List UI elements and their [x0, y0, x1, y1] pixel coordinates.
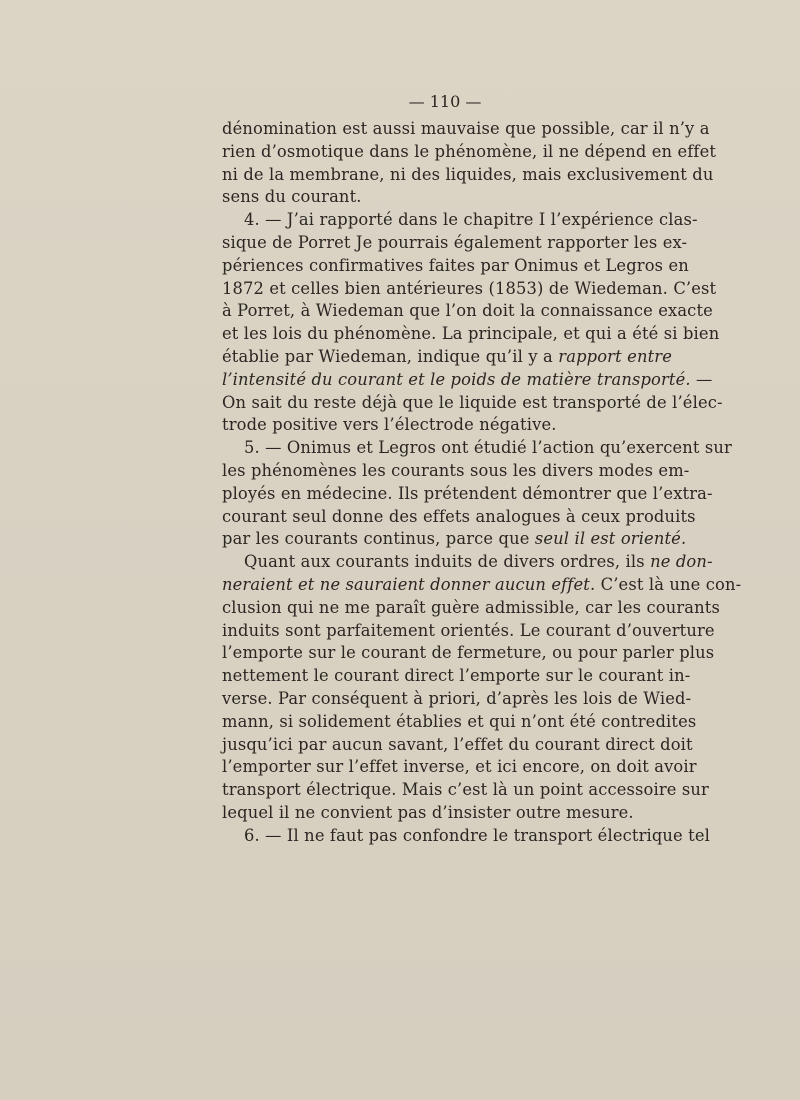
- text-line: [222, 232, 688, 255]
- text-segment: les phénomènes les courants sous les divers modes em-: [222, 460, 690, 480]
- text-segment: courant seul donne des effets analogues à ceux produits: [222, 506, 696, 526]
- text-segment: lequel il ne convient pas d’insister outre mesure.: [222, 802, 634, 822]
- text-segment: —: [690, 369, 713, 389]
- text-segment: nettement le courant direct l’emporte sur le courant in-: [222, 666, 691, 686]
- text-segment: trode positive vers l’électrode négative.: [222, 415, 557, 435]
- text-line: [222, 620, 715, 643]
- body-text: [222, 118, 742, 848]
- text-line: [222, 688, 692, 711]
- text-segment: 5. — Onimus et Legros ont étudié l’action qu’exercent sur: [244, 438, 732, 458]
- text-line: [222, 528, 687, 551]
- text-line: [222, 278, 717, 301]
- text-line: [222, 209, 698, 232]
- text-segment: ni de la membrane, ni des liquides, mais exclusivement du: [222, 164, 714, 184]
- text-line: [222, 369, 713, 392]
- italic-text: neraient et ne sauraient donner aucun effet.: [222, 574, 596, 594]
- text-segment: l’emporter sur l’effet inverse, et ici encore, on doit avoir: [222, 757, 697, 777]
- text-line: [222, 141, 717, 164]
- text-line: [222, 825, 711, 848]
- text-segment: par les courants continus, parce que: [222, 529, 535, 549]
- text-line: [222, 186, 672, 209]
- text-line: [222, 779, 709, 802]
- text-segment: C’est là une con-: [595, 574, 742, 594]
- text-segment: Quant aux courants induits de divers ordres, ils: [244, 552, 651, 572]
- text-line: [222, 574, 742, 597]
- text-line: [222, 346, 672, 369]
- text-line: [222, 551, 713, 574]
- italic-text: ne don-: [650, 552, 713, 572]
- text-segment: transport électrique. Mais c’est là un point accessoire sur: [222, 780, 709, 800]
- text-line: [222, 711, 697, 734]
- text-line: [222, 665, 691, 688]
- text-segment: 1872 et celles bien antérieures (1853) de Wiedeman. C’est: [222, 278, 717, 298]
- text-segment: dénomination est aussi mauvaise que possible, car il n’y a: [222, 119, 710, 138]
- text-segment: induits sont parfaitement orientés. Le courant d’ouverture: [222, 620, 715, 640]
- italic-text: l’intensité du courant et le poids de matière transporté.: [222, 369, 691, 389]
- text-segment: l’emporte sur le courant de fermeture, ou pour parler plus: [222, 643, 715, 663]
- text-segment: établie par Wiedeman, indique qu’il y a: [222, 346, 559, 366]
- text-segment: mann, si solidement établies et qui n’ont été contredites: [222, 711, 697, 731]
- text-line: [222, 414, 672, 437]
- text-line: [222, 734, 693, 757]
- text-line: [222, 597, 720, 620]
- text-line: [222, 392, 723, 415]
- text-segment: rien d’osmotique dans le phénomène, il ne dépend en effet: [222, 141, 717, 161]
- text-segment: et les lois du phénomène. La principale, et qui a été si bien: [222, 324, 720, 344]
- italic-text: seul il est orienté.: [534, 529, 687, 549]
- text-segment: 6. — Il ne faut pas confondre le transport électrique tel: [244, 825, 711, 845]
- text-line: [222, 323, 720, 346]
- text-segment: ployés en médecine. Ils prétendent démontrer que l’extra-: [222, 483, 713, 503]
- text-segment: sens du courant.: [222, 187, 362, 207]
- text-segment: verse. Par conséquent à priori, d’après les lois de Wied-: [222, 688, 692, 708]
- text-segment: sique de Porret Je pourrais également rapporter les ex-: [222, 232, 688, 252]
- text-segment: 4. — J’ai rapporté dans le chapitre I l’expérience clas-: [244, 210, 698, 230]
- text-segment: jusqu’ici par aucun savant, l’effet du courant direct doit: [222, 734, 693, 754]
- text-segment: On sait du reste déjà que le liquide est transporté de l’élec-: [222, 392, 723, 412]
- text-line: [222, 483, 713, 506]
- text-line: [222, 300, 713, 323]
- text-line: [222, 506, 696, 529]
- text-line: [222, 460, 690, 483]
- text-segment: à Porret, à Wiedeman que l’on doit la connaissance exacte: [222, 301, 713, 321]
- text-segment: clusion qui ne me paraît guère admissible, car les courants: [222, 597, 720, 617]
- italic-text: rapport entre: [558, 346, 673, 366]
- text-line: [222, 642, 715, 665]
- text-line: [222, 802, 672, 825]
- text-line: [222, 437, 732, 460]
- page-number: — 110 —: [408, 92, 482, 111]
- text-line: [222, 756, 697, 779]
- text-line: [222, 255, 689, 278]
- text-line: [222, 164, 714, 187]
- text-segment: périences confirmatives faites par Onimus et Legros en: [222, 255, 689, 275]
- text-line: [222, 118, 710, 141]
